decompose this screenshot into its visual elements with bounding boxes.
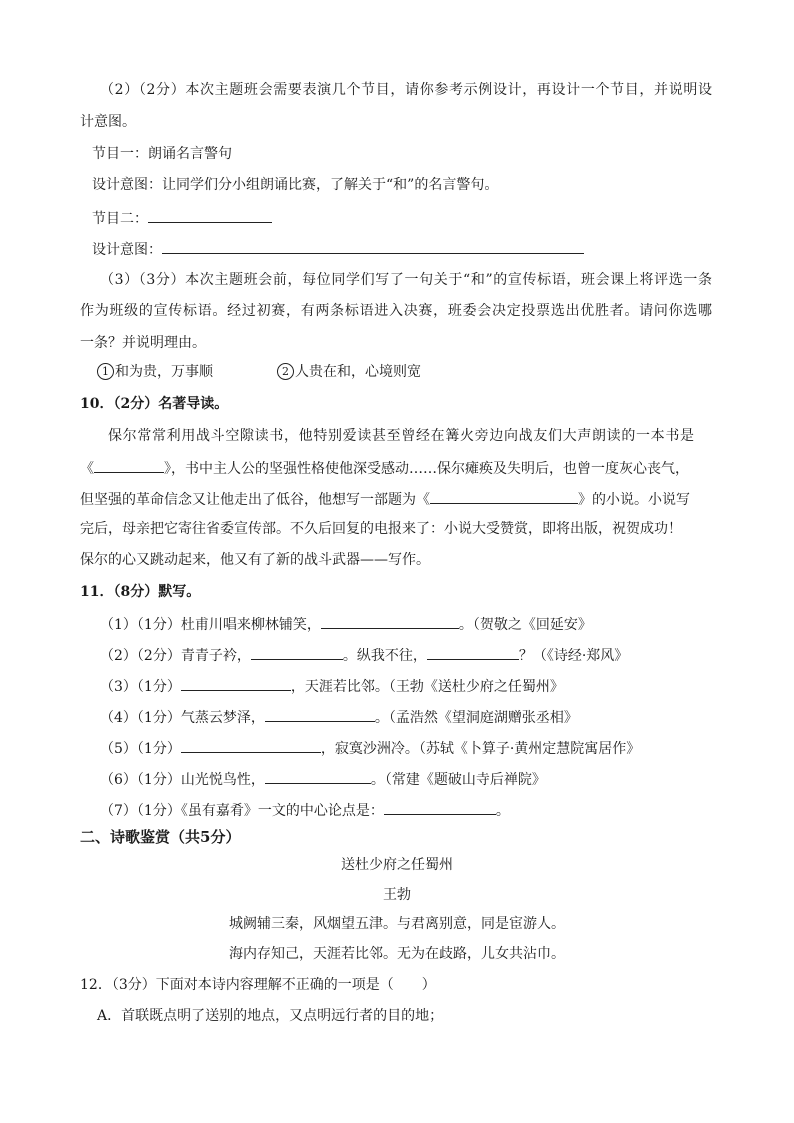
q11-item7 [100, 799, 510, 821]
q9-intent2 [92, 238, 584, 260]
q11-i3-b: ，天涯若比邻。（王勃《送杜少府之任蜀州》 [290, 679, 564, 695]
q9-part2-line1: （2）（2分）本次主题班会需要表演几个节目，请你参考示例设计，再设计一个节目，并说明设 [100, 82, 712, 98]
q9-show2-blank[interactable] [148, 207, 272, 223]
q9-option1 [97, 362, 213, 382]
q11-i5-a: （5）（1分） [100, 741, 181, 757]
q11-i2-a: （2）（2分）青青子衿， [100, 648, 251, 664]
q11-i2-c: ？（《诗经·郑风》 [518, 648, 629, 664]
q11-item1 [100, 613, 592, 635]
q10-l2-rest: 》，书中主人公的坚强性格使他深受感动……保尔瘫痪及失明后，也曾一度灰心丧气， [164, 461, 689, 477]
q9-option1-text: 和为贵，万事顺 [115, 364, 213, 380]
q11-i3-blank[interactable] [181, 675, 291, 691]
q11-i1-blank[interactable] [321, 613, 459, 629]
q9-part3-line3: 一条？并说明理由。 [80, 335, 206, 351]
q9-intent1: 设计意图：让同学们分小组朗诵比赛，了解关于“和”的名言警句。 [92, 177, 499, 193]
q10-book-blank[interactable] [94, 457, 164, 473]
q11-i5-b: ，寂寞沙洲冷。（苏轼《卜算子·黄州定慧院寓居作》 [320, 741, 641, 757]
q11-heading: 11．（8分）默写。 [80, 584, 201, 600]
q10-line4: 完后，母亲把它寄往省委宣传部。不久后回复的电报来了：小说大受赞赏，即将出版，祝贺成功！ [80, 521, 682, 537]
q11-i7-blank[interactable] [384, 799, 496, 815]
q11-i4-b: 。（孟浩然《望洞庭湖赠张丞相》 [374, 710, 578, 726]
q10-line2 [80, 457, 689, 479]
q11-i2-blank1[interactable] [251, 644, 343, 660]
q11-i6-a: （6）（1分）山光悦鸟性， [100, 772, 265, 788]
circled-number-1: 1 [97, 363, 114, 380]
q11-i7-a: （7）（1分）《虽有嘉肴》一文的中心论点是： [100, 803, 384, 819]
q10-l3-end: 》的小说。小说写 [578, 492, 690, 508]
q11-i6-blank[interactable] [265, 768, 371, 784]
q9-part3-line2: 作为班级的宣传标语。经过初赛，有两条标语进入决赛，班委会决定投票选出优胜者。请问你选哪 [80, 303, 712, 319]
q10-l3-start: 但坚强的革命信念又让他走出了低谷，他想写一部题为《 [80, 492, 430, 508]
q10-l2-open: 《 [80, 461, 94, 477]
q11-i7-b: 。 [495, 803, 510, 819]
q12-heading: 12．（3分）下面对本诗内容理解不正确的一项是（ ） [80, 977, 436, 993]
q10-line5: 保尔的心又跳动起来，他又有了新的战斗武器——写作。 [80, 552, 430, 568]
q11-item6 [100, 768, 546, 790]
q11-i2-b: 。纵我不往， [342, 648, 427, 664]
poem-title: 送杜少府之任蜀州 [341, 857, 453, 873]
q11-i4-a: （4）（1分）气蒸云梦泽， [100, 710, 265, 726]
q10-line1: 保尔常常利用战斗空隙读书，他特别爱读甚至曾经在篝火旁边向战友们大声朗读的一本书是 [108, 428, 694, 444]
q10-heading: 10．（2分）名著导读。 [80, 396, 229, 412]
q11-item5 [100, 737, 640, 759]
q9-part3-line1: （3）（3分）本次主题班会前，每位同学们写了一句关于“和”的宣传标语，班会课上将评选一条 [100, 272, 712, 288]
q9-option2 [277, 362, 421, 382]
q11-i2-blank2[interactable] [427, 644, 519, 660]
q11-i1-b: 。（贺敬之《回延安》 [458, 617, 592, 633]
q12-option-a[interactable]: A．首联既点明了送别的地点，又点明远行者的目的地； [97, 1008, 444, 1024]
q11-item3 [100, 675, 564, 697]
q9-show2 [92, 207, 272, 229]
q9-part2-line2: 计意图。 [80, 114, 136, 130]
circled-number-2: 2 [277, 363, 294, 380]
q10-line3 [80, 488, 690, 510]
q11-i6-b: 。（常建《题破山寺后禅院》 [370, 772, 546, 788]
q9-show1: 节目一：朗诵名言警句 [92, 146, 232, 162]
q11-item4 [100, 706, 578, 728]
section2-title: 二、诗歌鉴赏（共5分） [80, 828, 241, 846]
q11-i4-blank[interactable] [265, 706, 375, 722]
q9-show2-label: 节目二： [92, 211, 148, 227]
q11-i5-blank[interactable] [181, 737, 321, 753]
q10-novel-blank[interactable] [430, 488, 578, 504]
q9-intent2-blank[interactable] [162, 238, 584, 254]
poem-line1: 城阙辅三秦，风烟望五津。与君离别意，同是宦游人。 [229, 916, 565, 932]
poem-line2: 海内存知己，天涯若比邻。无为在歧路，儿女共沾巾。 [229, 946, 565, 962]
q11-i1-a: （1）（1分）杜甫川唱来柳林铺笑， [100, 617, 321, 633]
q9-option2-text: 人贵在和，心境则宽 [295, 364, 421, 380]
poem-author: 王勃 [383, 887, 411, 903]
q11-item2 [100, 644, 628, 666]
q9-intent2-label: 设计意图： [92, 242, 162, 258]
q11-i3-a: （3）（1分） [100, 679, 181, 695]
